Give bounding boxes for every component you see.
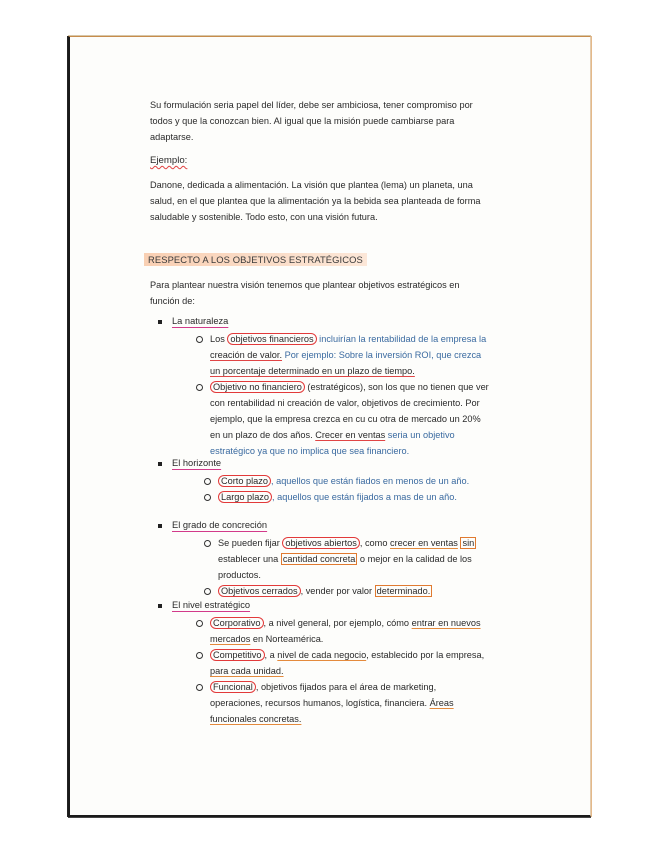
text: o mejor en la calidad de los xyxy=(357,554,472,564)
text: , establecido por la empresa, xyxy=(366,650,485,660)
text: estratégico ya que no implica que sea financiero. xyxy=(210,446,410,456)
text: , vender por valor xyxy=(300,586,375,596)
text: establecer una xyxy=(218,554,281,564)
highlight: Corto plazo xyxy=(218,475,271,487)
underlined-text: crecer en ventas xyxy=(389,538,458,548)
bullet-estrategico xyxy=(158,600,250,610)
section-intro-line: Para plantear nuestra visión tenemos que plantear objetivos estratégicos en xyxy=(150,280,460,290)
text: en un plazo de dos años. xyxy=(210,430,316,440)
intro-line: todos y que la conozcan bien. Al igual que la misión puede cambiarse para xyxy=(150,116,455,126)
text: (estratégicos), son los que no tienen que ver xyxy=(304,382,489,392)
text: , aquellos que están fiados en menos de un año. xyxy=(270,476,470,486)
sub-item-corporativo xyxy=(210,615,580,647)
underlined-text: nivel de cada negocio xyxy=(277,650,367,660)
intro-paragraph xyxy=(150,97,520,145)
highlight: Funcional xyxy=(210,681,256,693)
text: Los xyxy=(210,334,228,344)
highlight: Corporativo xyxy=(210,617,264,629)
text: , a xyxy=(264,650,278,660)
sub-item-funcional xyxy=(210,679,580,727)
example-line: Danone, dedicada a alimentación. La visión que plantea (lema) un planeta, una xyxy=(150,180,473,190)
text: , a nivel general, por ejemplo, cómo xyxy=(263,618,412,628)
sub-item-financieros xyxy=(210,331,580,379)
underlined-text: Crecer en ventas xyxy=(315,430,386,440)
sub-item-largo-plazo xyxy=(218,489,578,505)
text: Se pueden fijar xyxy=(218,538,283,548)
bullet-horizonte xyxy=(158,458,221,468)
text: Por ejemplo: Sobre la inversión ROI, que crezca xyxy=(282,350,482,360)
section-intro-line: función de: xyxy=(150,296,195,306)
bullet-dot xyxy=(158,462,162,466)
boxed-text: cantidad concreta xyxy=(282,554,356,564)
text: , aquellos que están fijados a mas de un año. xyxy=(272,492,457,502)
underlined-text: mercados xyxy=(210,634,251,644)
text: , como xyxy=(359,538,390,548)
text: productos. xyxy=(218,570,261,580)
bullet-label: El grado de concreción xyxy=(172,520,268,530)
bullet-label: El horizonte xyxy=(172,458,222,468)
underlined-text: para cada unidad. xyxy=(210,666,284,676)
highlight: Objetivos cerrados xyxy=(218,585,301,597)
text: ejemplo, que la empresa crezca en cu cu otra de mercado un 20% xyxy=(210,414,481,424)
highlight: Objetivo no financiero xyxy=(210,381,305,393)
sub-item-competitivo xyxy=(210,647,580,679)
bullet-concrecion xyxy=(158,520,267,530)
example-paragraph xyxy=(150,177,520,225)
text: incluirían la rentabilidad de la empresa la xyxy=(316,334,487,344)
circle-bullet xyxy=(196,336,203,343)
highlight: objetivos abiertos xyxy=(282,537,360,549)
sub-item-objetivos-abiertos xyxy=(218,535,578,583)
sub-item-objetivos-cerrados xyxy=(218,583,578,599)
underlined-text: funcionales concretas. xyxy=(210,714,302,724)
bullet-label: La naturaleza xyxy=(172,316,229,326)
highlight: Competitivo xyxy=(210,649,265,661)
sub-item-no-financiero xyxy=(210,379,580,459)
sub-item-corto-plazo xyxy=(218,473,578,489)
underlined-text: entrar en nuevos xyxy=(411,618,481,628)
circle-bullet xyxy=(204,540,211,547)
underlined-text: creación de valor. xyxy=(210,350,283,360)
circle-bullet xyxy=(204,478,211,485)
example-line: salud, en el que plantea que la alimentación ya la bebida sea planteada de forma xyxy=(150,196,481,206)
text: seria un objetivo xyxy=(385,430,455,440)
text: en Norteamérica. xyxy=(250,634,324,644)
underlined-text: Áreas xyxy=(429,698,454,708)
circle-bullet xyxy=(196,652,203,659)
document-page xyxy=(68,36,591,817)
section-intro xyxy=(150,277,520,309)
section-heading: RESPECTO A LOS OBJETIVOS ESTRATÉGICOS xyxy=(144,253,367,266)
circle-bullet xyxy=(204,588,211,595)
example-line: saludable y sostenible. Todo esto, con una visión futura. xyxy=(150,212,378,222)
bullet-naturaleza xyxy=(158,316,228,326)
bullet-dot xyxy=(158,524,162,528)
boxed-text: sin xyxy=(462,538,475,548)
circle-bullet xyxy=(196,620,203,627)
text: operaciones, recursos humanos, logística, financiera. xyxy=(210,698,430,708)
highlight: Largo plazo xyxy=(218,491,272,503)
highlight: objetivos financieros xyxy=(227,333,316,345)
intro-line: Su formulación seria papel del líder, debe ser ambiciosa, tener compromiso por xyxy=(150,100,473,110)
boxed-text: determinado. xyxy=(376,586,431,596)
intro-line: adaptarse. xyxy=(150,132,194,142)
bullet-dot xyxy=(158,604,162,608)
example-label: Ejemplo: xyxy=(150,155,188,166)
bullet-dot xyxy=(158,320,162,324)
circle-bullet xyxy=(204,494,211,501)
text: , objetivos fijados para el área de marketing, xyxy=(255,682,437,692)
text: con rentabilidad ni creación de valor, objetivos de crecimiento. Por xyxy=(210,398,480,408)
underlined-text: un porcentaje determinado en un plazo de tiempo. xyxy=(210,366,415,376)
bullet-label: El nivel estratégico xyxy=(172,600,251,610)
circle-bullet xyxy=(196,384,203,391)
circle-bullet xyxy=(196,684,203,691)
